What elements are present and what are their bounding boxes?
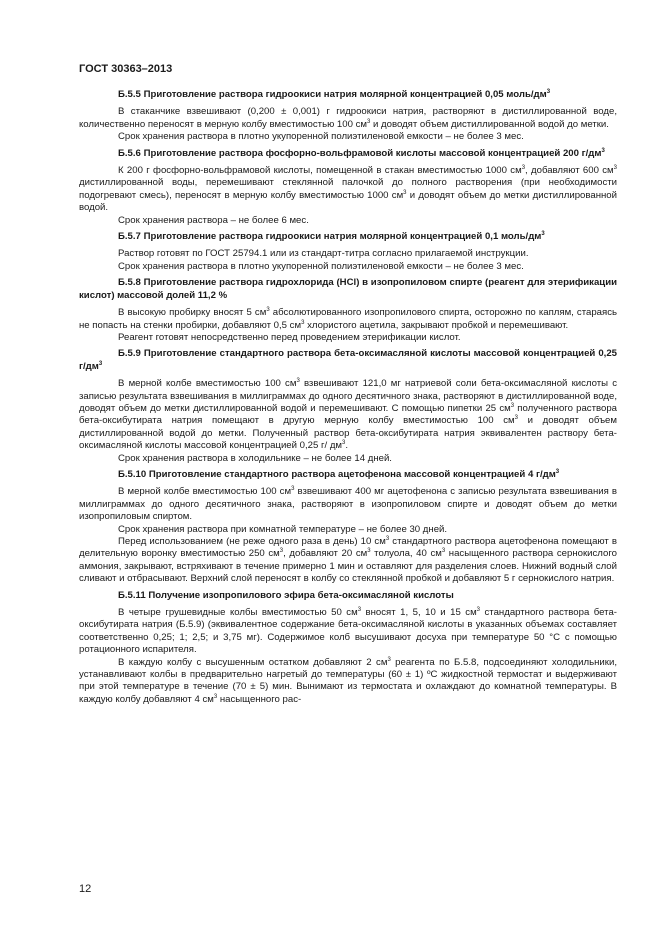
document-header: ГОСТ 30363–2013 <box>79 63 173 75</box>
paragraph: В мерной колбе вместимостью 100 $см^3$ взвешивают 121,0 мг натриевой соли бета-оксимасляной кислоты с записью результата взвешивания в миллиграммах до одного десятичного знака, растворяют в дистиллированной воде, доводят объем до метки дистиллированной водой и перемешивают. С помощью пипетки 25 $см^3$ полученного раствора бета-оксибутирата натрия помещают в другую мерную колбу вместимостью 100 $см^3$ и доводят объем дистиллированной водой до метки. Полученный раствор бета-оксибутирата натрия эквивалентен раствору бета-оксимасляной кислоты массовой концентрацией 0,25 г/ $дм^3$. <box>79 378 618 452</box>
paragraph: Срок хранения раствора в холодильнике – не более 14 дней. <box>118 452 392 464</box>
section-heading: Б.5.6 Приготовление раствора фосфорно-вольфрамовой кислоты массовой концентрацией 200 $г/дм^3$ <box>118 147 605 159</box>
paragraph: Срок хранения раствора в плотно укупоренной полиэтиленовой емкости – не более 3 мес. <box>118 260 524 272</box>
section-heading: Б.5.7 Приготовление раствора гидроокиси натрия молярной концентрацией 0,1 моль/$дм^3$ <box>118 231 545 243</box>
section-heading: Б.5.10 Приготовление стандартного раствора ацетофенона массовой концентрацией 4 $г/дм^3$ <box>118 468 560 480</box>
section-heading: Б.5.11 Получение изопропилового эфира бета-оксимасляной кислоты <box>118 589 454 601</box>
paragraph: В четыре грушевидные колбы вместимостью 50 $см^3$ вносят 1, 5, 10 и 15 $см^3$ стандартного раствора бета-оксибутирата натрия (Б.5.9) (эквивалентное содержание бета-оксимасляной кислоты в указанных объемах составляет соответственно 0,25; 1; 2,5; и 3,75 мг). Содержимое колб высушивают досуха при температуре 50 °С с помощью ротационного испарителя. <box>79 607 617 656</box>
page-number: 12 <box>79 883 92 895</box>
section-b-5-10 <box>79 469 617 586</box>
paragraph: Срок хранения раствора – не более 6 мес. <box>118 214 309 226</box>
paragraph: В высокую пробирку вносят 5 $см^3$ абсолютированного изопропилового спирта, осторожно по каплям, стараясь не попасть на стенки пробирки, добавляют 0,5 $см^3$ хлористого ацетила, закрывают пробкой и перемешивают. <box>79 307 617 331</box>
paragraph: К 200 г фосфорно-вольфрамовой кислоты, помещенной в стакан вместимостью 1000 $см^3$, добавляют 600 $см^3$ дистиллированной воды, перемешивают стеклянной палочкой до полного растворения (при необходимости подогревают смесь), переносят в мерную колбу вместимостью 1000 $см^3$ и доводят объем до метки дистиллированной водой. <box>79 165 618 214</box>
paragraph: В каждую колбу с высушенным остатком добавляют 2 $см^3$ реагента по Б.5.8, подсоединяют холодильники, устанавливают колбы в предварительно нагретый до температуры (60 ± 1) ºС жидкостной термостат и выдерживают при этой температуре в течение (70 ± 5) мин. Вынимают из термостата и охлаждают до комнатной температуры. В каждую колбу добавляют 4 $см^3$ насыщенного рас- <box>79 656 617 705</box>
section-b-5-9 <box>79 348 617 465</box>
section-b-5-8 <box>79 277 617 344</box>
section-heading: Б.5.5 Приготовление раствора гидроокиси натрия молярной концентрацией 0,05 моль/$дм^3$ <box>118 89 551 100</box>
paragraph: Раствор готовят по ГОСТ 25794.1 или из стандарт-титра согласно прилагаемой инструкции. <box>118 248 529 260</box>
paragraph: Реагент готовят непосредственно перед проведением этерификации кислот. <box>118 331 461 343</box>
paragraph: Срок хранения раствора при комнатной температуре – не более 30 дней. <box>118 523 448 535</box>
section-b-5-7 <box>79 231 617 273</box>
section-b-5-11 <box>79 590 617 707</box>
section-b-5-5 <box>79 89 617 144</box>
paragraph: Перед использованием (не реже одного раза в день) 10 $см^3$ стандартного раствора ацетофенона помещают в делительную воронку вместимостью 250 $см^3$, добавляют 20 $см^3$ толуола, 40 $см^3$ насыщенного раствора сернокислого аммония, закрывают, встряхивают в течение примерно 1 мин и оставляют для разделения слоев. Нижний водный слой сливают и отбрасывают. Верхний слой переносят в колбу со стеклянной пробкой и добавляют 5 г сернокислого натрия. <box>79 536 617 585</box>
paragraph: В стаканчике взвешивают (0,200 ± 0,001) г гидроокиси натрия, растворяют в дистиллированной воде, количественно переносят в мерную колбу вместимостью 100 $см^3$ и доводят объем дистиллированной водой до метки. <box>79 106 617 130</box>
paragraph: В мерной колбе вместимостью 100 $см^3$ взвешивают 400 мг ацетофенона с записью результата взвешивания в миллиграммах до одного десятичного знака, растворяют в изопропиловом спирте и доводят объем до метки изопропиловым спиртом. <box>79 486 617 523</box>
section-heading: Б.5.9 Приготовление стандартного раствора бета-оксимасляной кислоты массовой концентрацией 0,25 $г/дм^3$ <box>79 348 617 372</box>
paragraph: Срок хранения раствора в плотно укупоренной полиэтиленовой емкости – не более 3 мес. <box>118 131 524 143</box>
section-heading: Б.5.8 Приготовление раствора гидрохлорида (HCl) в изопропиловом спирте (реагент для этерификации кислот) массовой долей 11,2 % <box>79 277 617 301</box>
section-b-5-6 <box>79 148 617 227</box>
document-body <box>79 89 617 710</box>
